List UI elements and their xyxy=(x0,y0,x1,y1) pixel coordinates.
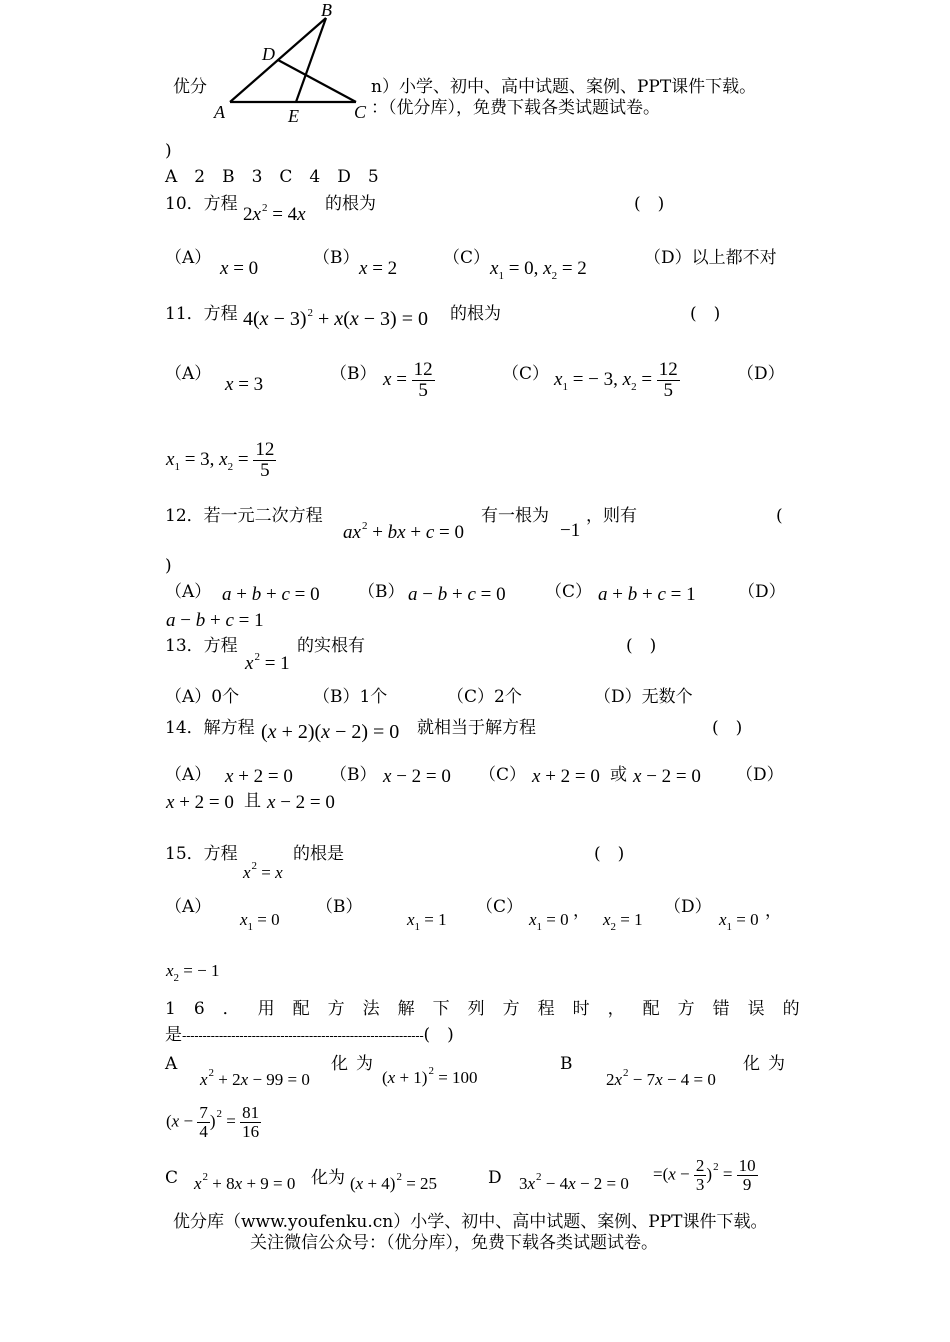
q15-option-d-label[interactable]: （D） xyxy=(664,897,712,917)
q11-blank[interactable]: ( ) xyxy=(690,304,721,324)
q15-option-b[interactable]: $x_1 = 1$ xyxy=(407,910,447,933)
q12-equation: $ax^2$ + bx + c = 0 xyxy=(343,520,464,543)
q12-root: −1 xyxy=(560,520,581,541)
q16-d-result[interactable]: =(x − $\frac{2}{3}$ )$^2$ = $\frac{10}{9}$ xyxy=(653,1156,756,1194)
footer-line2: 关注微信公众号：（优分库），免费下载各类试题试卷。 xyxy=(250,1233,658,1253)
q14-option-b-label[interactable]: （B） xyxy=(330,765,377,785)
q12-option-c[interactable]: a + b + c = 1 xyxy=(598,584,696,605)
q14-stem: 14．解方程 xyxy=(165,718,255,738)
q10-option-a-label[interactable]: （A） xyxy=(165,248,212,268)
q12-paren-close[interactable]: ) xyxy=(165,556,172,576)
q16-a-equation[interactable]: $x^2 + 2x - 99 = 0$ xyxy=(200,1067,310,1089)
q16-d-label[interactable]: D xyxy=(488,1168,502,1188)
q15-option-c-part2[interactable]: $x_2 = 1$ xyxy=(603,910,643,933)
q11-option-a-label[interactable]: （A） xyxy=(165,364,212,384)
q14-option-d-label[interactable]: （D） xyxy=(736,765,784,785)
q14-option-c-part2[interactable]: x − 2 = 0 xyxy=(633,766,701,787)
q16-c-result[interactable]: $(x + 4)^2 = 25$ xyxy=(350,1171,438,1193)
q13-option-c[interactable]: （C）2个 xyxy=(447,687,522,707)
q15-option-d-part1[interactable]: $x_1 = 0$ xyxy=(719,910,759,933)
q13-option-d[interactable]: （D）无数个 xyxy=(594,687,693,707)
q16-blank[interactable]: ( ) xyxy=(423,1025,454,1045)
q12-option-a-label[interactable]: （A） xyxy=(165,582,212,602)
q10-blank[interactable]: ( ) xyxy=(634,194,665,214)
q12-option-d-label[interactable]: （D） xyxy=(738,582,786,602)
q10-option-d[interactable]: （D）以上都不对 xyxy=(644,248,777,268)
q13-suffix: 的实根有 xyxy=(297,636,365,656)
q12-option-b-label[interactable]: （B） xyxy=(358,582,405,602)
q16-dashes: ----------------------------------------------------------- xyxy=(182,1029,424,1044)
q16-d-equation[interactable]: $3x^2 - 4x - 2 = 0$ xyxy=(519,1171,629,1193)
q15-suffix: 的根是 xyxy=(293,844,344,864)
q11-stem: 11．方程 xyxy=(165,304,238,324)
q16-c-label[interactable]: C xyxy=(165,1168,179,1188)
q12-option-c-label[interactable]: （C） xyxy=(545,582,593,602)
q14-option-a-label[interactable]: （A） xyxy=(165,765,212,785)
q10-option-a[interactable]: x = 0 xyxy=(220,258,259,279)
q16-a-result[interactable]: $(x + 1)^2 = 100$ xyxy=(382,1065,478,1087)
footer-line1: 优分库（www.youfenku.cn）小学、初中、高中试题、案例、PPT课件下载。 xyxy=(173,1212,768,1232)
q11-option-b[interactable]: x = $\frac{12}{5}$ xyxy=(383,359,433,401)
q15-blank[interactable]: ( ) xyxy=(594,844,625,864)
figure-label-d: D xyxy=(262,44,275,64)
q16-stem-line2 xyxy=(165,1027,454,1044)
q16-c-mid: 化为 xyxy=(311,1168,345,1188)
q12-mid: 有一根为 xyxy=(481,506,549,526)
q9-paren-close: ) xyxy=(165,141,172,161)
q12-option-b[interactable]: a − b + c = 0 xyxy=(408,584,506,605)
figure-label-c: C xyxy=(354,102,367,122)
q10-option-c[interactable]: $x_1 = 0$, $x_2 = 2$ xyxy=(490,258,587,282)
q13-option-a[interactable]: （A）0个 xyxy=(165,687,240,707)
q12-stem: 12．若一元二次方程 xyxy=(165,506,323,526)
q14-equation: (x + 2)(x − 2) = 0 xyxy=(261,721,400,743)
q14-option-c-part1[interactable]: x + 2 = 0 xyxy=(532,766,600,787)
q13-option-b[interactable]: （B）1个 xyxy=(313,687,388,707)
q9-options: A 2 B 3 C 4 D 5 xyxy=(165,167,379,187)
q11-option-b-label[interactable]: （B） xyxy=(330,364,377,384)
q10-equation: $2x^2 = 4x$ xyxy=(243,202,306,225)
q11-option-d-label[interactable]: （D） xyxy=(737,364,785,384)
q15-option-c-label[interactable]: （C） xyxy=(476,897,524,917)
q11-option-a[interactable]: x = 3 xyxy=(225,374,264,395)
figure-label-b: B xyxy=(321,0,332,20)
q13-stem: 13．方程 xyxy=(165,636,238,656)
q11-option-c-label[interactable]: （C） xyxy=(502,364,550,384)
q10-option-b[interactable]: x = 2 xyxy=(359,258,398,279)
q12-option-a[interactable]: a + b + c = 0 xyxy=(222,584,320,605)
q14-option-d-part1[interactable]: x + 2 = 0 xyxy=(166,792,234,813)
q11-option-d[interactable]: $x_1 = 3$, $x_2$ = $\frac{12}{5}$ xyxy=(166,439,275,481)
q11-suffix: 的根为 xyxy=(450,304,501,324)
q10-suffix: 的根为 xyxy=(325,194,376,214)
q16-a-mid: 化为 xyxy=(331,1054,381,1074)
q16-stem2: 是 xyxy=(165,1025,182,1045)
q14-option-d-part2[interactable]: x − 2 = 0 xyxy=(267,792,335,813)
q16-a-label[interactable]: A xyxy=(165,1054,178,1074)
q15-option-a-label[interactable]: （A） xyxy=(165,897,212,917)
header-right-line1: n）小学、初中、高中试题、案例、PPT课件下载。 xyxy=(371,77,757,97)
q15-option-d-part2[interactable]: $x_2$ = − 1 xyxy=(166,961,220,984)
q10-option-b-label[interactable]: （B） xyxy=(313,248,360,268)
triangle-figure xyxy=(210,0,375,130)
figure-label-e: E xyxy=(288,106,299,126)
q12-suffix: ，则有 xyxy=(586,506,637,526)
q11-equation: $4(x - 3)^2 + x(x - 3) = 0$ xyxy=(243,307,428,330)
q16-c-equation[interactable]: $x^2 + 8x + 9 = 0$ xyxy=(194,1171,296,1193)
q14-blank[interactable]: ( ) xyxy=(712,718,743,738)
q16-b-equation[interactable]: $2x^2 - 7x - 4 = 0$ xyxy=(606,1067,716,1089)
q10-stem: 10．方程 xyxy=(165,194,238,214)
q16-b-label[interactable]: B xyxy=(560,1054,573,1074)
q15-option-d-sep: ， xyxy=(765,901,782,921)
q15-option-a[interactable]: $x_1 = 0$ xyxy=(240,910,280,933)
q14-suffix: 就相当于解方程 xyxy=(417,718,536,738)
q13-blank[interactable]: ( ) xyxy=(626,636,657,656)
figure-label-a: A xyxy=(214,102,225,122)
q15-option-c-sep: ， xyxy=(573,901,590,921)
q16-b-result[interactable]: (x − $\frac{7}{4}$ )$^2$ = $\frac{81}{16}$ xyxy=(166,1103,260,1141)
q14-option-a[interactable]: x + 2 = 0 xyxy=(225,766,293,787)
q14-option-c-label[interactable]: （C） xyxy=(479,765,527,785)
q15-stem: 15．方程 xyxy=(165,844,238,864)
q15-option-c-part1[interactable]: $x_1 = 0$ xyxy=(529,910,569,933)
q14-option-d-and: 且 xyxy=(244,791,261,811)
q10-option-c-label[interactable]: （C） xyxy=(443,248,491,268)
q14-option-c-or: 或 xyxy=(610,765,627,785)
header-left-fragment: 优分 xyxy=(173,77,207,97)
q16-b-mid: 化为 xyxy=(743,1054,793,1074)
q14-option-b[interactable]: x − 2 = 0 xyxy=(383,766,451,787)
q16-stem: 16．用配方法解下列方程时，配方错误的 xyxy=(165,999,818,1019)
q15-option-b-label[interactable]: （B） xyxy=(316,897,363,917)
q12-paren-open[interactable]: ( xyxy=(776,506,783,526)
q13-equation: $x^2 = 1$ xyxy=(245,651,290,674)
q15-equation: $x^2 = x$ xyxy=(243,860,283,882)
q11-option-c[interactable]: $x_1$ = − 3, $x_2$ = $\frac{12}{5}$ xyxy=(554,359,678,401)
q12-option-d[interactable]: a − b + c = 1 xyxy=(166,610,264,631)
header-right-line2: ：（优分库），免费下载各类试题试卷。 xyxy=(371,98,660,118)
